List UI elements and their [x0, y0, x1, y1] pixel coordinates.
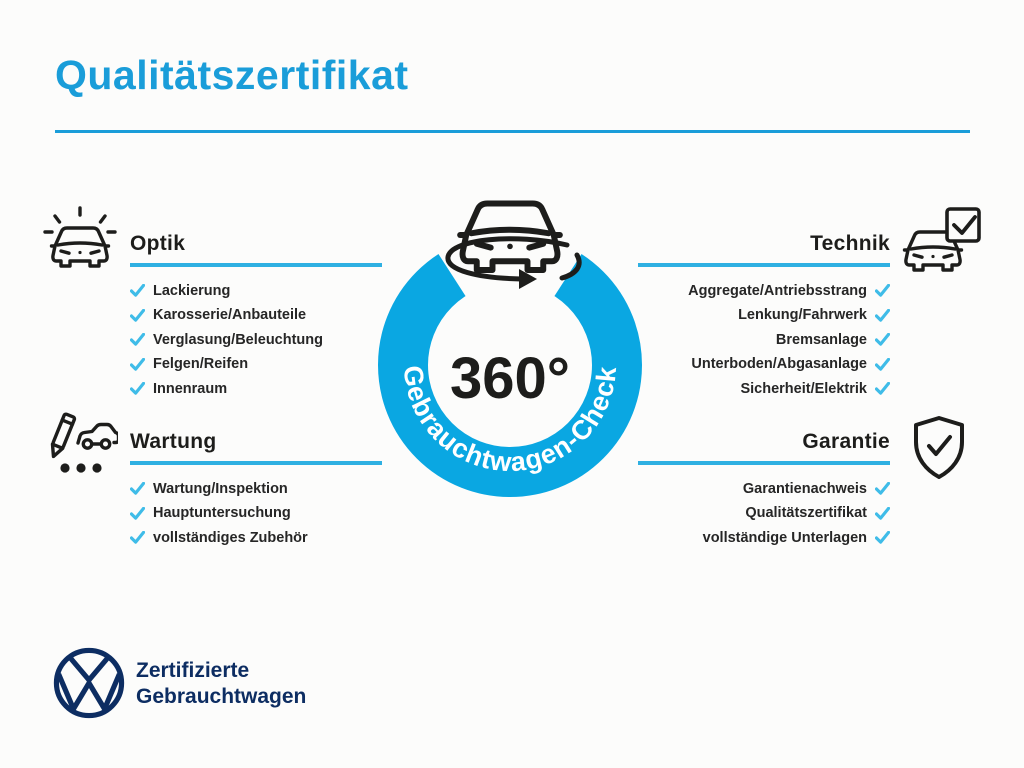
item-label: Felgen/Reifen — [153, 356, 249, 373]
item-label: Garantienachweis — [742, 480, 867, 497]
badge-value: 360° — [450, 346, 570, 411]
item-label: Wartung/Inspektion — [153, 480, 288, 497]
title-divider — [55, 130, 970, 133]
section-title: Wartung — [130, 430, 217, 453]
list-item — [638, 501, 890, 526]
section-title: Garantie — [802, 430, 890, 453]
section-title: Technik — [810, 232, 890, 255]
list-item — [638, 526, 890, 551]
item-label: Aggregate/Antriebsstrang — [688, 282, 867, 299]
check-icon — [875, 358, 890, 371]
section-underline — [130, 461, 382, 465]
list-item — [130, 352, 382, 377]
service-checklist-icon — [40, 412, 118, 476]
section-wartung — [130, 430, 382, 550]
item-label: Bremsanlage — [775, 331, 867, 348]
page-title: Qualitätszertifikat — [55, 52, 409, 98]
section-optik — [130, 232, 382, 401]
item-label: Hauptuntersuchung — [153, 505, 291, 522]
item-label: Karosserie/Anbauteile — [153, 307, 307, 324]
section-title: Optik — [130, 232, 186, 255]
check-icon — [130, 507, 145, 520]
list-item — [638, 352, 890, 377]
car-shine-icon — [42, 206, 118, 276]
item-label: Lenkung/Fahrwerk — [738, 307, 867, 324]
list-item — [130, 328, 382, 353]
item-label: Unterboden/Abgasanlage — [691, 356, 867, 373]
section-technik — [638, 232, 890, 401]
badge-ring-label: Gebrauchtwagen-Check — [397, 363, 623, 478]
item-label: vollständige Unterlagen — [702, 529, 867, 546]
check-icon — [875, 507, 890, 520]
list-item — [638, 377, 890, 402]
list-item — [130, 501, 382, 526]
check-icon — [875, 284, 890, 297]
list-item — [130, 477, 382, 502]
list-item — [638, 328, 890, 353]
section-underline — [638, 461, 890, 465]
check-icon — [130, 358, 145, 371]
check-icon — [130, 284, 145, 297]
section-underline — [638, 263, 890, 267]
section-underline — [130, 263, 382, 267]
check-icon — [875, 382, 890, 395]
vw-logo — [52, 646, 126, 720]
list-item — [130, 303, 382, 328]
check-icon — [130, 309, 145, 322]
check-icon — [130, 482, 145, 495]
shield-check-icon — [908, 414, 970, 486]
list-item — [130, 279, 382, 304]
list-item — [130, 377, 382, 402]
list-item — [638, 303, 890, 328]
list-item — [638, 279, 890, 304]
item-label: Sicherheit/Elektrik — [740, 380, 867, 397]
item-label: vollständiges Zubehör — [153, 529, 308, 546]
check-icon — [875, 482, 890, 495]
list-item — [130, 526, 382, 551]
footer-brand-text — [136, 658, 306, 710]
item-label: Qualitätszertifikat — [745, 505, 867, 522]
check-icon — [130, 531, 145, 544]
check-icon — [875, 531, 890, 544]
footer-line2: Gebrauchtwagen — [136, 685, 307, 708]
check-icon — [130, 382, 145, 395]
car-checkbox-icon — [901, 206, 983, 276]
item-label: Verglasung/Beleuchtung — [153, 331, 323, 348]
check-icon — [875, 309, 890, 322]
check-icon — [130, 333, 145, 346]
footer-line1: Zertifizierte — [136, 659, 250, 682]
item-label: Lackierung — [153, 282, 231, 299]
item-label: Innenraum — [153, 380, 228, 397]
check-icon — [875, 333, 890, 346]
360-check-badge — [355, 185, 665, 515]
list-item — [638, 477, 890, 502]
section-garantie — [638, 430, 890, 550]
